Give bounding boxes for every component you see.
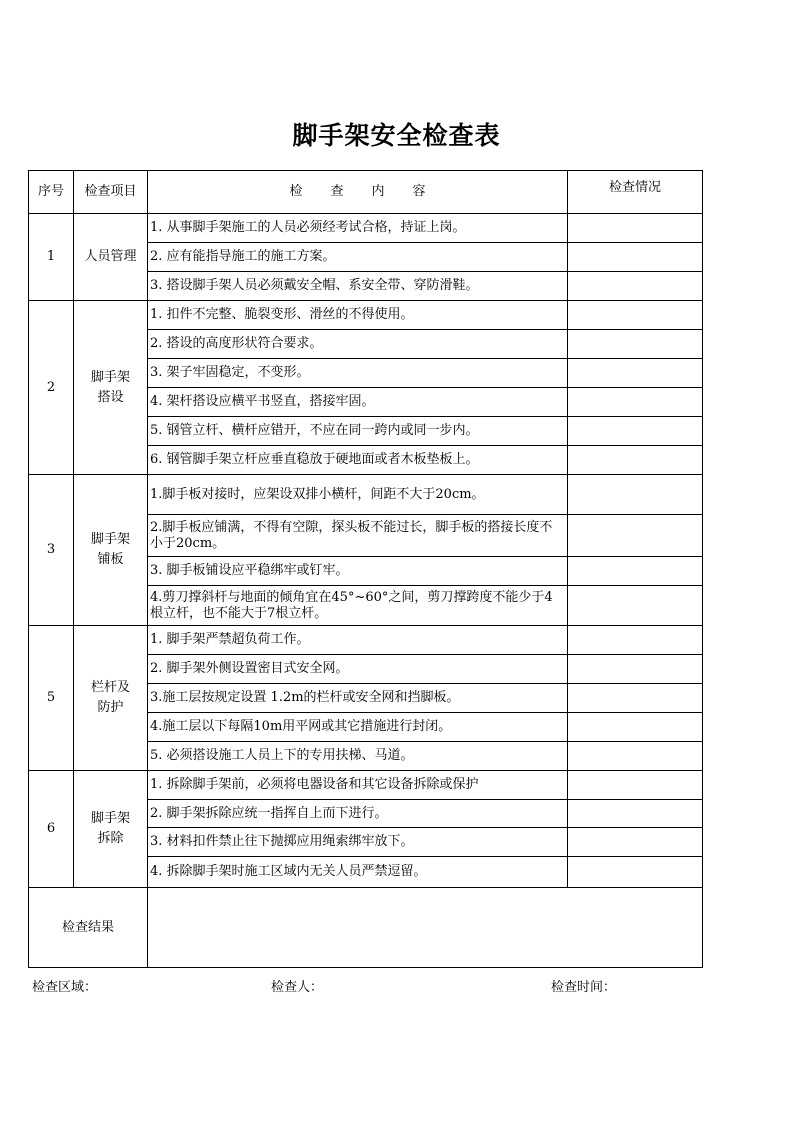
check-status-cell[interactable]	[568, 857, 703, 888]
check-status-cell[interactable]	[568, 586, 703, 626]
check-content: 2. 应有能指导施工的施工方案。	[148, 243, 568, 272]
section-item: 人员管理	[74, 214, 148, 301]
check-content: 1. 脚手架严禁超负荷工作。	[148, 626, 568, 655]
check-content: 1.脚手板对接时，应架设双排小横杆，间距不大于20cm。	[148, 475, 568, 515]
check-status-cell[interactable]	[568, 359, 703, 388]
footer-area-label: 检查区域：	[32, 980, 98, 995]
section-number: 2	[29, 301, 74, 475]
table-row	[29, 626, 703, 655]
table-row	[29, 771, 703, 800]
section-number: 5	[29, 626, 74, 771]
check-status-cell[interactable]	[568, 655, 703, 684]
result-row	[29, 888, 703, 968]
check-status-cell[interactable]	[568, 828, 703, 857]
check-content: 3. 搭设脚手架人员必须戴安全帽、系安全带、穿防滑鞋。	[148, 272, 568, 301]
result-input-cell[interactable]	[148, 888, 703, 968]
header-no: 序号	[29, 171, 74, 214]
section-number: 1	[29, 214, 74, 301]
table-row	[29, 301, 703, 330]
check-content: 5. 必须搭设施工人员上下的专用扶梯、马道。	[148, 742, 568, 771]
check-status-cell[interactable]	[568, 557, 703, 586]
check-content: 2.脚手板应铺满，不得有空隙，探头板不能过长，脚手板的搭接长度不小于20cm。	[148, 515, 568, 557]
check-status-cell[interactable]	[568, 301, 703, 330]
check-status-cell[interactable]	[568, 330, 703, 359]
page-title: 脚手架安全检查表	[292, 121, 501, 150]
check-content: 4. 拆除脚手架时施工区域内无关人员严禁逗留。	[148, 857, 568, 888]
check-content: 5. 钢管立杆、横杆应错开，不应在同一跨内或同一步内。	[148, 417, 568, 446]
check-status-cell[interactable]	[568, 713, 703, 742]
inspection-table	[28, 170, 703, 968]
check-content: 2. 脚手架外侧设置密目式安全网。	[148, 655, 568, 684]
check-content: 3.施工层按规定设置 1.2m的栏杆或安全网和挡脚板。	[148, 684, 568, 713]
section-number: 3	[29, 475, 74, 626]
result-label: 检查结果	[29, 888, 148, 968]
check-status-cell[interactable]	[568, 771, 703, 800]
check-status-cell[interactable]	[568, 626, 703, 655]
check-content: 3. 架子牢固稳定，不变形。	[148, 359, 568, 388]
check-status-cell[interactable]	[568, 475, 703, 515]
check-status-cell[interactable]	[568, 800, 703, 828]
check-status-cell[interactable]	[568, 742, 703, 771]
check-status-cell[interactable]	[568, 214, 703, 243]
check-content: 1. 从事脚手架施工的人员必须经考试合格，持证上岗。	[148, 214, 568, 243]
check-status-cell[interactable]	[568, 388, 703, 417]
section-item: 脚手架搭设	[74, 301, 148, 475]
table-row	[29, 475, 703, 515]
check-content: 1. 拆除脚手架前，必须将电器设备和其它设备拆除或保护	[148, 771, 568, 800]
check-status-cell[interactable]	[568, 684, 703, 713]
check-content: 4.施工层以下每隔10m用平网或其它措施进行封闭。	[148, 713, 568, 742]
check-status-cell[interactable]	[568, 515, 703, 557]
section-item: 脚手架拆除	[74, 771, 148, 888]
check-content: 4. 架杆搭设应横平书竖直，搭接牢固。	[148, 388, 568, 417]
footer-inspector-label: 检查人：	[271, 980, 324, 995]
section-item: 栏杆及防护	[74, 626, 148, 771]
check-status-cell[interactable]	[568, 243, 703, 272]
check-content: 2. 脚手架拆除应统一指挥自上而下进行。	[148, 800, 568, 828]
header-content: 检查内容	[289, 184, 454, 199]
check-status-cell[interactable]	[568, 272, 703, 301]
section-item: 脚手架铺板	[74, 475, 148, 626]
check-content: 1. 扣件不完整、脆裂变形、滑丝的不得使用。	[148, 301, 568, 330]
check-content: 2. 搭设的高度形状符合要求。	[148, 330, 568, 359]
check-content: 6. 钢管脚手架立杆应垂直稳放于硬地面或者木板垫板上。	[148, 446, 568, 475]
section-number: 6	[29, 771, 74, 888]
check-status-cell[interactable]	[568, 417, 703, 446]
check-content: 3. 材料扣件禁止往下抛掷应用绳索绑牢放下。	[148, 828, 568, 857]
header-item: 检查项目	[74, 171, 148, 214]
check-content: 3. 脚手板铺设应平稳绑牢或钉牢。	[148, 557, 568, 586]
header-row	[29, 171, 703, 214]
header-status: 检查情况	[568, 171, 703, 214]
footer-time-label: 检查时间：	[551, 980, 617, 995]
table-row	[29, 214, 703, 243]
check-status-cell[interactable]	[568, 446, 703, 475]
check-content: 4.剪刀撑斜杆与地面的倾角宜在45°~60°之间，剪刀撑跨度不能少于4根立杆，也不能大于7根立杆。	[148, 586, 568, 626]
